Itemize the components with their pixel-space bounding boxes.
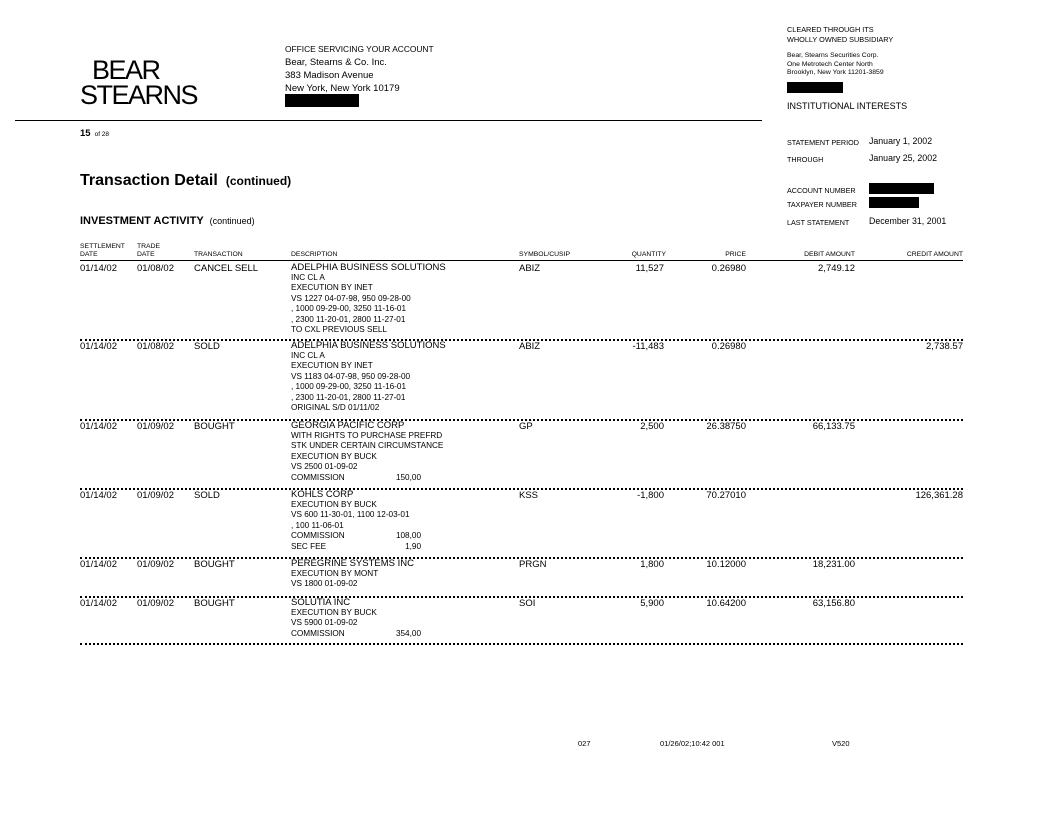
description-line: ORIGINAL S/D 01/11/02 (291, 403, 380, 413)
col-credit: CREDIT AMOUNT (906, 251, 963, 258)
description (291, 341, 446, 413)
transaction-type: CANCEL SELL (194, 263, 259, 274)
clearing-line-1: CLEARED THROUGH ITS (787, 25, 874, 34)
clearing-address (787, 52, 884, 78)
subtitle-text: INVESTMENT ACTIVITY (80, 215, 204, 227)
col-settlement-date (80, 243, 125, 259)
description-line: EXECUTION BY INET (291, 361, 373, 371)
debit-amount: 66,133.75 (812, 421, 855, 432)
credit-amount: 126,361.28 (915, 490, 963, 501)
trade-date: 01/08/02 (137, 341, 174, 352)
description-line: , 100 11-06-01 (291, 520, 344, 530)
description-line: , 1000 09-29-00, 3250 11-16-01 (291, 304, 407, 314)
settlement-date: 01/14/02 (80, 341, 117, 352)
description-line: VS 1183 04-07-98, 950 09-28-00 (291, 371, 411, 381)
debit-amount: 18,231.00 (812, 559, 855, 570)
fee-label: COMMISSION (291, 472, 345, 482)
description-line: STK UNDER CERTAIN CIRCUMSTANCE (291, 441, 444, 451)
description-line: EXECUTION BY BUCK (291, 608, 377, 617)
description (291, 263, 446, 335)
price: 26.38750 (706, 421, 746, 432)
logo-line-1: BEAR (92, 55, 160, 85)
through-label: THROUGH (787, 155, 824, 164)
description-line: KOHLS CORP (291, 489, 354, 500)
trade-date: 01/09/02 (137, 559, 174, 570)
quantity: 1,800 (640, 559, 664, 570)
quantity: 5,900 (640, 598, 664, 609)
fee-value: 108,00 (395, 531, 421, 541)
statement-period-value: January 1, 2002 (869, 136, 933, 146)
transaction-type: SOLD (194, 490, 220, 501)
description-line: , 1000 09-29-00, 3250 11-16-01 (291, 382, 407, 392)
through-value: January 25, 2002 (869, 153, 937, 163)
price: 10.12000 (706, 559, 746, 570)
page-number (80, 128, 109, 139)
office-block (285, 43, 434, 107)
transaction-type: BOUGHT (194, 421, 235, 432)
col-settlement-line-1: SETTLEMENT (80, 243, 125, 250)
office-street: 383 Madison Avenue (285, 70, 374, 81)
symbol-cusip: SOI (519, 598, 536, 609)
footer-version: V520 (832, 739, 850, 748)
quantity: 2,500 (640, 421, 664, 432)
description-line: VS 1800 01-09-02 (291, 579, 358, 589)
settlement-date: 01/14/02 (80, 421, 117, 432)
office-city: New York, New York 10179 (285, 83, 400, 94)
footer-code: 027 (578, 739, 591, 748)
col-transaction: TRANSACTION (194, 251, 243, 258)
col-symbol: SYMBOL/CUSIP (519, 251, 570, 258)
description-line: TO CXL PREVIOUS SELL (291, 325, 388, 335)
fee-line (291, 473, 443, 483)
clearing-note (787, 25, 893, 44)
description-line: PEREGRINE SYSTEMS INC (291, 558, 414, 569)
debit-amount: 2,749.12 (818, 263, 855, 274)
clearing-line-2: WHOLLY OWNED SUBSIDIARY (787, 34, 894, 44)
transaction-type: BOUGHT (194, 559, 235, 570)
row-separator (80, 643, 963, 645)
trade-date: 01/09/02 (137, 490, 174, 501)
bear-stearns-logo (80, 55, 198, 110)
description-line: VS 600 11-30-01, 1100 12-03-01 (291, 510, 410, 520)
trade-date: 01/09/02 (137, 421, 174, 432)
fee-line (291, 629, 421, 639)
description-line: EXECUTION BY INET (291, 283, 373, 293)
account-number-label: ACCOUNT NUMBER (787, 186, 856, 195)
price: 10.64200 (706, 598, 746, 609)
page-title (80, 172, 291, 190)
fee-line (291, 531, 421, 541)
price: 70.27010 (706, 490, 746, 501)
credit-amount: 2,738.57 (926, 341, 963, 352)
taxpayer-number-label: TAXPAYER NUMBER (787, 200, 857, 209)
office-label: OFFICE SERVICING YOUR ACCOUNT (285, 44, 434, 54)
redacted-account-number (869, 183, 934, 194)
subtitle-suffix: (continued) (209, 216, 255, 226)
settlement-date: 01/14/02 (80, 263, 117, 274)
description-line: , 2300 11-20-01, 2800 11-27-01 (291, 392, 406, 402)
clearing-corp: Bear, Stearns Securities Corp. (787, 52, 879, 59)
section-subtitle (80, 215, 255, 227)
description-line: EXECUTION BY MONT (291, 569, 379, 578)
fee-label: COMMISSION (291, 628, 345, 638)
title-text: Transaction Detail (80, 172, 218, 189)
description (291, 559, 414, 590)
description (291, 421, 443, 483)
description-line: INC CL A (291, 351, 325, 360)
description-line: SOLUTIA INC (291, 597, 351, 608)
description-line: EXECUTION BY BUCK (291, 451, 377, 461)
footer-timestamp: 01/26/02;10:42 001 (660, 739, 725, 748)
trade-date: 01/09/02 (137, 598, 174, 609)
description-line: VS 1227 04-07-98, 950 09-28-00 (291, 293, 411, 303)
fee-label: COMMISSION (291, 531, 345, 541)
fee-label: SEC FEE (291, 541, 327, 551)
quantity: -11,483 (632, 341, 664, 352)
fee-value: 1,90 (405, 541, 421, 551)
col-quantity: QUANTITY (631, 251, 666, 258)
redacted-taxpayer-number (869, 197, 919, 208)
fee-line (291, 542, 421, 552)
col-trade-line-2: DATE (137, 251, 155, 258)
column-header-divider (80, 260, 963, 261)
description-line: , 2300 11-20-01, 2800 11-27-01 (291, 314, 406, 324)
trade-date: 01/08/02 (137, 263, 174, 274)
redacted-box (285, 94, 359, 107)
redacted-box (787, 82, 843, 93)
last-statement-value: December 31, 2001 (869, 216, 947, 226)
clearing-address-2: Brooklyn, New York 11201-3859 (787, 69, 884, 76)
page-number-current: 15 (80, 128, 91, 139)
description-line: EXECUTION BY BUCK (291, 500, 377, 509)
settlement-date: 01/14/02 (80, 598, 117, 609)
description-line: ADELPHIA BUSINESS SOLUTIONS (291, 340, 446, 351)
office-name: Bear, Stearns & Co. Inc. (285, 57, 387, 68)
header-divider (15, 120, 762, 121)
last-statement-label: LAST STATEMENT (787, 218, 850, 227)
price: 0.26980 (711, 263, 746, 274)
clearing-address-1: One Metrotech Center North (787, 60, 873, 68)
description-line: INC CL A (291, 273, 325, 282)
symbol-cusip: ABIZ (519, 263, 541, 274)
page-number-total: of 28 (94, 131, 110, 138)
description-line: GEORGIA PACIFIC CORP (291, 420, 405, 431)
transaction-type: SOLD (194, 341, 220, 352)
settlement-date: 01/14/02 (80, 559, 117, 570)
fee-value: 150,00 (395, 472, 421, 482)
title-suffix: (continued) (225, 174, 292, 188)
description-line: VS 2500 01-09-02 (291, 462, 358, 472)
fee-value: 354,00 (395, 628, 421, 638)
logo-line-2: STEARNS (80, 80, 198, 110)
debit-amount: 63,156.80 (812, 598, 855, 609)
description (291, 490, 421, 552)
account-type: INSTITUTIONAL INTERESTS (787, 101, 908, 111)
col-trade-date (137, 243, 160, 259)
symbol-cusip: GP (519, 421, 533, 432)
description (291, 598, 421, 639)
quantity: -1,800 (637, 490, 664, 501)
symbol-cusip: ABIZ (519, 341, 541, 352)
statement-period-label: STATEMENT PERIOD (787, 138, 859, 147)
description-line: VS 5900 01-09-02 (291, 618, 358, 628)
symbol-cusip: PRGN (519, 559, 547, 570)
col-trade-line-1: TRADE (137, 243, 161, 250)
symbol-cusip: KSS (519, 490, 539, 501)
col-price: PRICE (725, 251, 746, 258)
description-line: ADELPHIA BUSINESS SOLUTIONS (291, 262, 446, 273)
col-debit: DEBIT AMOUNT (804, 251, 855, 258)
col-settlement-line-2: DATE (80, 251, 98, 258)
quantity: 11,527 (635, 263, 664, 274)
settlement-date: 01/14/02 (80, 490, 117, 501)
transaction-type: BOUGHT (194, 598, 235, 609)
description-line: WITH RIGHTS TO PURCHASE PREFRD (291, 431, 443, 440)
price: 0.26980 (711, 341, 746, 352)
col-description: DESCRIPTION (291, 251, 338, 258)
